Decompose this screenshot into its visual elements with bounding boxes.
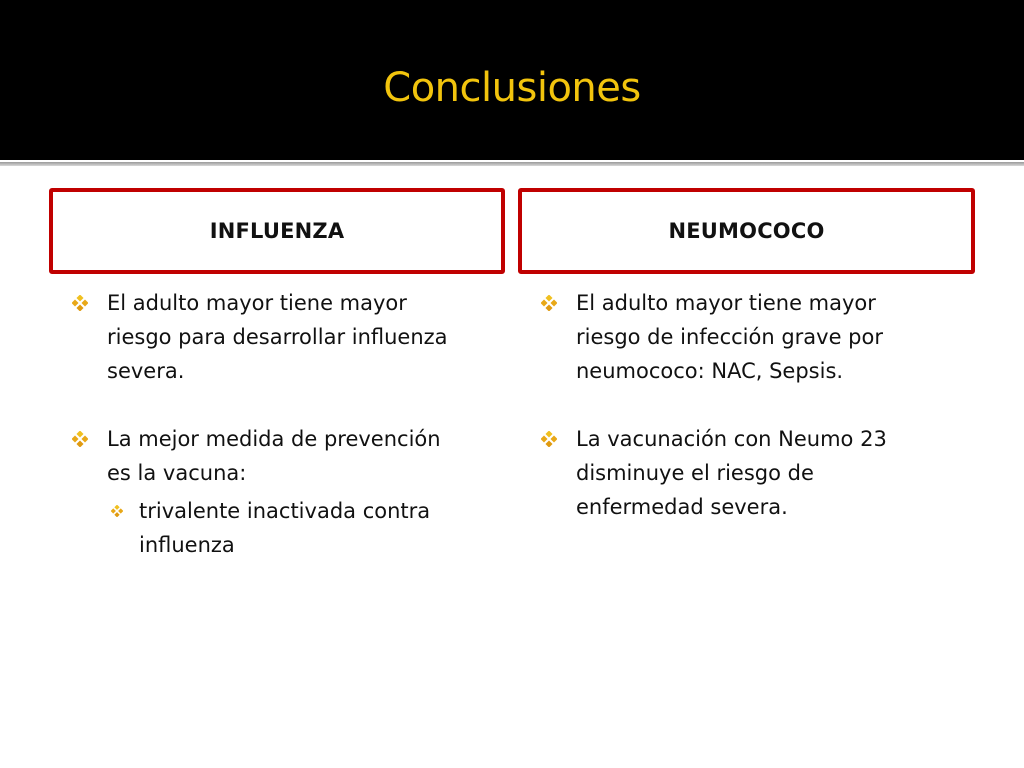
diamond-dots-icon [111,505,123,517]
bullet-text-line: es la vacuna: [107,461,247,485]
sub-bullet-text-line: influenza [139,533,235,557]
neumococo-header-box [518,188,975,274]
title-divider [0,162,1024,166]
bullet-item [541,422,941,524]
bullet-text-line: El adulto mayor tiene mayor [107,291,407,315]
diamond-dots-icon [72,431,88,447]
bullet-text-line: severa. [107,359,185,383]
bullet-item [72,286,492,388]
diamond-dots-icon [72,295,88,311]
diamond-dots-icon [541,295,557,311]
bullet-text-line: enfermedad severa. [576,495,788,519]
bullet-text-line: riesgo de infección grave por [576,325,883,349]
slide-title: Conclusiones [383,65,641,111]
bullet-text-line: La mejor medida de prevención [107,427,441,451]
influenza-header-box [49,188,505,274]
bullet-item [72,422,492,490]
influenza-header-label: INFLUENZA [209,219,345,243]
title-bar [0,0,1024,160]
bullet-item [541,286,941,388]
neumococo-column [541,286,941,558]
bullet-text-line: neumococo: NAC, Sepsis. [576,359,844,383]
influenza-column [72,286,492,562]
bullet-text-line: riesgo para desarrollar influenza [107,325,448,349]
bullet-text-line: disminuye el riesgo de [576,461,814,485]
bullet-text-line: La vacunación con Neumo 23 [576,427,887,451]
sub-bullet-text-line: trivalente inactivada contra [139,499,431,523]
diamond-dots-icon [541,431,557,447]
neumococo-header-label: NEUMOCOCO [668,219,825,243]
bullet-text-line: El adulto mayor tiene mayor [576,291,876,315]
sub-bullet-item [107,494,492,562]
